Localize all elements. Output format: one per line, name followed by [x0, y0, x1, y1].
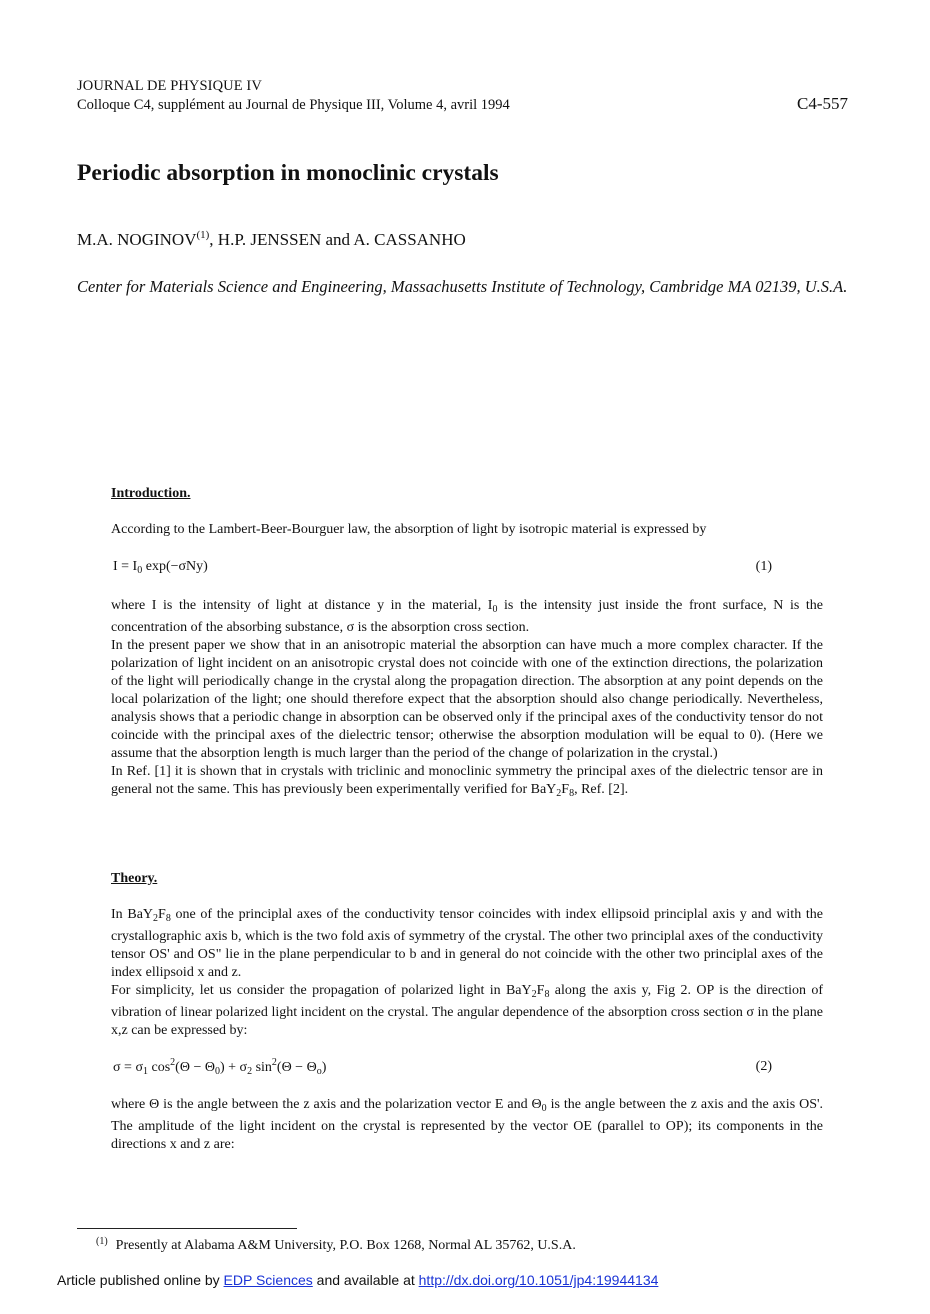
intro-paragraph-1: According to the Lambert-Beer-Bourguer law, the absorption of light by isotropic material is expressed by: [111, 522, 707, 537]
intro-paragraph-4: In Ref. [1] it is shown that in crystals with triclinic and monoclinic symmetry the principal axes of the dielectric tensor are in general not the same. This has previously been experimentally verified for $BaY_2F_8$, Ref. [2].: [111, 764, 823, 799]
author-footnote-mark: (1): [196, 229, 210, 241]
colloque-line: Colloque C4, supplément au Journal de Physique III, Volume 4, avril 1994: [77, 97, 510, 113]
paper-title: Periodic absorption in monoclinic crystals: [77, 160, 499, 186]
intro-paragraph-2: where I is the intensity of light at distance y in the material, $I_0$ is the intensity just inside the front surface, N is the concentration of the absorbing substance, σ is the absorption cross section.: [111, 598, 823, 635]
equation-1-number: (1): [755, 559, 772, 574]
introduction-heading: Introduction.: [111, 486, 191, 501]
publication-footer: Article published online by EDP Sciences and available at http://dx.doi.org/10.1051/jp4:19944134: [57, 1272, 659, 1288]
doi-link[interactable]: http://dx.doi.org/10.1051/jp4:19944134: [418, 1272, 659, 1288]
page-number: C4-557: [797, 94, 848, 113]
publisher-link[interactable]: EDP Sciences: [223, 1272, 313, 1288]
theory-paragraph-3: where Θ is the angle between the z axis and the polarization vector E and $\Theta_0$ is the angle between the z axis and the axis OS'. The amplitude of the light incident on the crystal is represented by the vector OE (parallel to OP); its components in the directions x and z are:: [111, 1097, 824, 1152]
theory-paragraph-1: In $BaY_2F_8$ one of the principlal axes of the conductivity tensor coincides with index ellipsoid principlal axis y and with the crystallographic axis b, which is the two fold axis of symmetry of the crystal. The other two principlal axes of the conductivity tensor OS' and OS" lie in the plane perpendicular to b and in general do not coincide with the other two principlal axes of the index ellipsoid x and z.: [111, 907, 823, 980]
author-rest: , H.P. JENSSEN and A. CASSANHO: [209, 230, 466, 249]
author-first: M.A. NOGINOV: [77, 230, 197, 249]
journal-name: JOURNAL DE PHYSIQUE IV: [77, 78, 262, 94]
theory-heading: Theory.: [111, 871, 158, 886]
equation-2: $\sigma = \sigma_1$ $\cos^2(\Theta - \Theta_0) + \sigma_2$ $\sin^2(\Theta - \Theta_o)$: [113, 1057, 327, 1077]
intro-body: [111, 597, 823, 803]
equation-2-number: (2): [755, 1059, 772, 1074]
footnote-text: Presently at Alabama A&M University, P.O. Box 1268, Normal AL 35762, U.S.A.: [115, 1238, 576, 1253]
theory-body: [111, 906, 823, 1040]
footnote-mark: (1): [96, 1236, 108, 1247]
footnote: [96, 1236, 576, 1254]
footnote-divider: [77, 1228, 297, 1229]
equation-1: $I = I_0$ exp(−σNy): [113, 559, 208, 576]
intro-paragraph-3: In the present paper we show that in an anisotropic material the absorption can have much a more complex character. If the polarization of light incident on an anisotropic crystal does not coincide with one of the extinction directions, the polarization of the light will periodically change in the crystal along the propagation direction. The absorption at any point depends on the local polarization of the light; one should therefore expect that the absorption should also change periodically. Nevertheless, analysis shows that a periodic change in absorption can be observed only if the principal axes of the conductivity tensor do not coincide with the principal axes of the dielectric tensor; otherwise the absorption modulation will be equal to 0). (Here we assume that the absorption length is much larger than the period of the change of polarization in the crystal.): [111, 638, 823, 761]
author-list: [77, 229, 466, 250]
affiliation: Center for Materials Science and Engineering, Massachusetts Institute of Technology, Cambridge MA 02139, U.S.A.: [77, 277, 848, 296]
theory-paragraph-2: For simplicity, let us consider the propagation of polarized light in $BaY_2F_8$ along the axis y, Fig 2. OP is the direction of vibration of linear polarized light incident on the crystal. The angular dependence of the absorption cross section σ in the plane x,z can be expressed by:: [111, 983, 823, 1038]
